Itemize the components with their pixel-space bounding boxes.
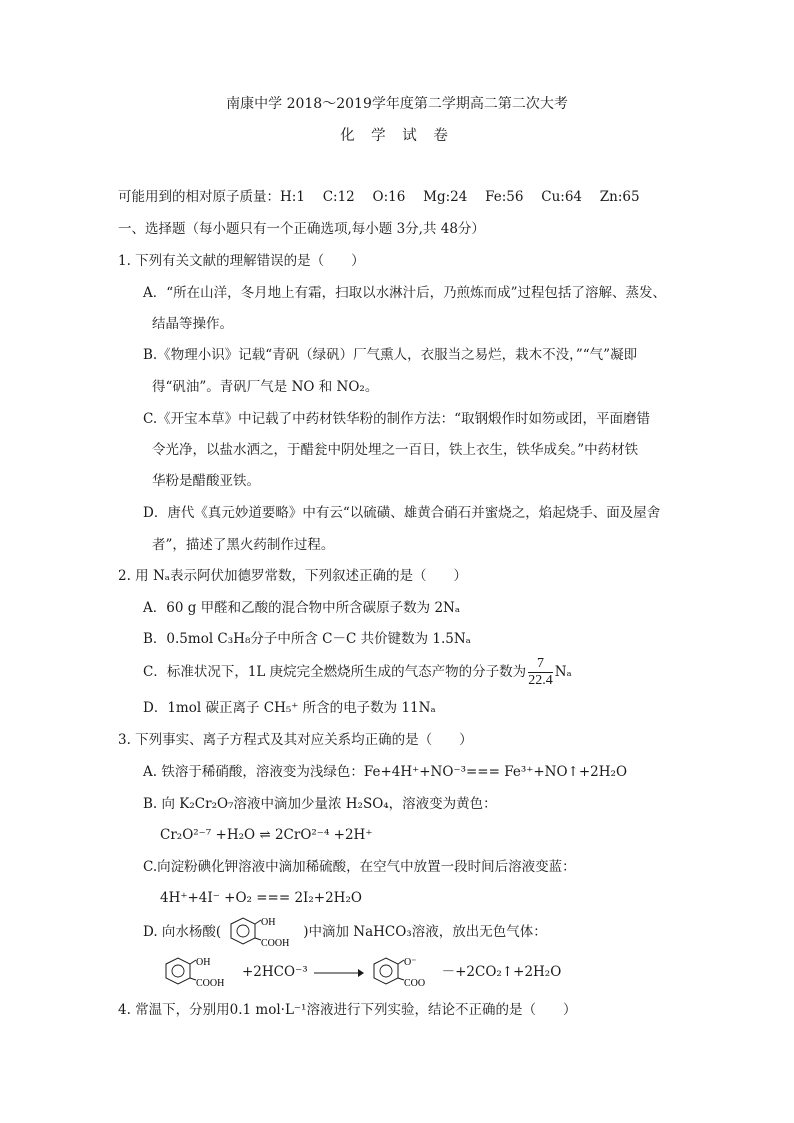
- salicylic-acid-reactant: [160, 956, 242, 990]
- q1-option-c-line3: 华粉是醋酸亚铁。: [152, 473, 260, 489]
- product-coo-label: COO: [403, 977, 425, 989]
- q3-stem: 3. 下列事实、离子方程式及其对应关系均正确的是（ ）: [118, 732, 473, 748]
- q2-option-c-unit: Nₐ: [554, 664, 572, 680]
- reactant-oh-label: OH: [196, 956, 211, 968]
- q1-option-d-line1: D．唐代《真元妙道要略》中有云“以硫磺、雄黄合硝石并蜜烧之，焰起烧手、面及屋舍: [143, 505, 661, 521]
- section-heading: 一、选择题（每小题只有一个正确选项,每小题 3分,共 48分）: [118, 221, 485, 237]
- q1-option-a-line1: A．“所在山洋，冬月地上有霜，扫取以水淋汁后，乃煎炼而成”过程包括了溶解、蒸发、: [143, 285, 667, 301]
- q1-option-c-line2: 令光净，以盐水洒之，于醋瓮中阴处埋之一百日，铁上衣生，铁华成矣。”中药材铁: [152, 442, 639, 458]
- q2-stem: 2. 用 Nₐ表示阿伏加德罗常数，下列叙述正确的是（ ）: [118, 568, 467, 584]
- reactant-cooh-label: COOH: [196, 977, 225, 989]
- exam-subtitle: 化 学 试 卷: [340, 128, 454, 144]
- q2-option-c-text: C．标准状况下，1L 庚烷完全燃烧所生成的气态产物的分子数为: [143, 664, 527, 680]
- fraction: [528, 656, 553, 689]
- q3-option-d-text-2: )中滴加 NaHCO₃溶液，放出无色气体：: [303, 924, 547, 940]
- salicylate-product: [368, 956, 442, 990]
- fraction-denominator: 22.4: [528, 673, 553, 688]
- equation-reactant-2: +2HCO⁻³: [242, 964, 308, 980]
- salicylic-acid-structure: [221, 916, 303, 950]
- q1-option-d-line2: 者”，描述了黑火药制作过程。: [152, 537, 335, 553]
- q3-option-c: C.向淀粉碘化钾溶液中滴加稀硫酸，在空气中放置一段时间后溶液变蓝：: [143, 859, 576, 875]
- q3-option-d-text: D. 向水杨酸(: [143, 924, 222, 940]
- q1-option-b-line2: 得“矾油”。青矾厂气是 NO 和 NO₂。: [152, 379, 379, 395]
- atomic-masses: 可能用到的相对原子质量：H:1 C:12 O:16 Mg:24 Fe:56 Cu:64 Zn:65: [118, 189, 640, 205]
- reaction-arrow-icon: [312, 967, 364, 979]
- q1-option-b-line1: B.《物理小识》记载“青矾（绿矾）厂气熏人，衣服当之易烂，栽木不没，”“气”凝即: [143, 347, 638, 363]
- cooh-label: COOH: [261, 937, 290, 949]
- equation-products: －+2CO₂↑+2H₂O: [441, 964, 562, 980]
- q3-option-c-equation: 4H⁺+4I⁻ +O₂ === 2I₂+2H₂O: [160, 890, 362, 906]
- q3-option-b: B. 向 K₂Cr₂O₇溶液中滴加少量浓 H₂SO₄，溶液变为黄色：: [143, 796, 497, 812]
- q2-option-c: [143, 654, 572, 690]
- q2-option-d: D．1mol 碳正离子 CH₅⁺ 所含的电子数为 11Nₐ: [143, 700, 436, 716]
- q4-stem: 4. 常温下，分别用0.1 mol·L⁻¹溶液进行下列实验，结论不正确的是（ ）: [118, 1002, 577, 1018]
- product-o-minus-label: O⁻: [403, 956, 417, 968]
- q2-option-b: B．0.5mol C₃H₈分子中所含 C－C 共价键数为 1.5Nₐ: [143, 631, 471, 647]
- q3-option-a: A. 铁溶于稀硝酸，溶液变为浅绿色：Fe+4H⁺+NO⁻³=== Fe³⁺+NO↑+2H₂O: [143, 764, 628, 780]
- q1-stem: 1. 下列有关文献的理解错误的是（ ）: [118, 253, 365, 269]
- fraction-numerator: 7: [528, 656, 553, 673]
- q1-option-a-line2: 结晶等操作。: [152, 316, 233, 332]
- q3-option-b-equation: Cr₂O²⁻⁷ +H₂O ⇌ 2CrO²⁻⁴ +2H⁺: [160, 827, 373, 843]
- exam-title: 南康中学 2018～2019学年度第二学期高二第二次大考: [226, 96, 568, 112]
- q3-option-d-equation: [160, 952, 561, 992]
- q1-option-c-line1: C.《开宝本草》中记载了中药材铁华粉的制作方法：“取钢煅作时如笏或团，平面磨错: [143, 411, 651, 427]
- q3-option-d: [143, 912, 547, 952]
- q2-option-a: A．60 g 甲醛和乙酸的混合物中所含碳原子数为 2Nₐ: [143, 600, 461, 616]
- oh-label: OH: [261, 916, 276, 928]
